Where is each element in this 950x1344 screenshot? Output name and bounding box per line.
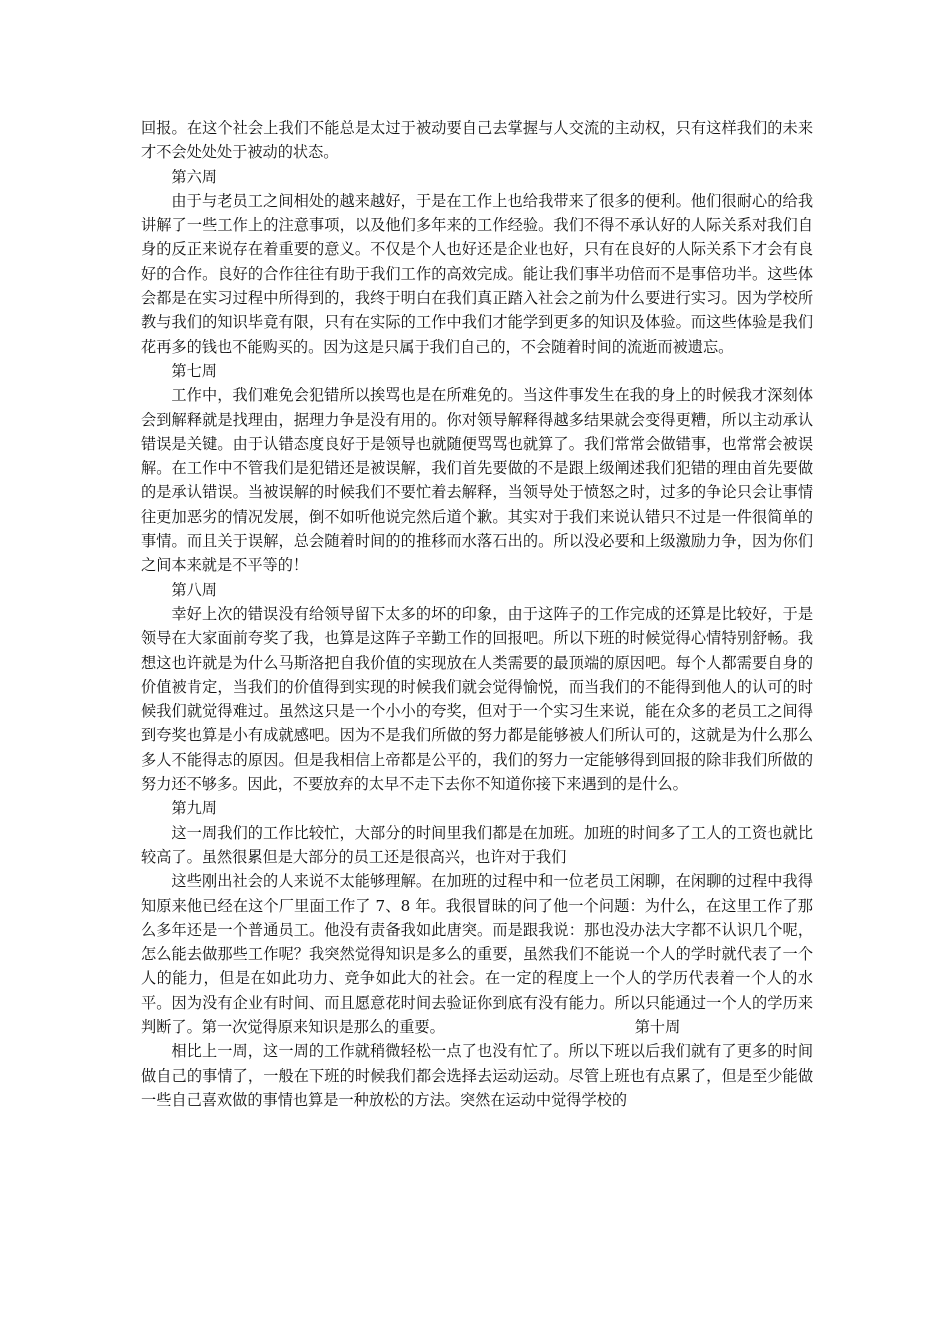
week7-paragraph: 工作中，我们难免会犯错所以挨骂也是在所难免的。当这件事发生在我的身上的时候我才深刻体会到解释就是找理由，据理力争是没有用的。你对领导解释得越多结果就会变得更糟，所以主动承认错误是关键。由于认错态度良好于是领导也就随便骂骂也就算了。我们常常会做错事，也常常会被误解。在工作中不管我们是犯错还是被误解，我们首先要做的不是跟上级阐述我们犯错的理由首先要做的是承认错误。当被误解的时候我们不要忙着去解释，当领导处于愤怒之时，过多的争论只会让事情往更加恶劣的情况发展，倒不如听他说完然后道个歉。其实对于我们来说认错只不过是一件很简单的事情。而且关于误解，总会随着时间的的推移而水落石出的。所以没必要和上级激励力争，因为你们之间本来就是不平等的！	[141, 386, 813, 575]
week8-heading: 第八周	[171, 580, 217, 599]
week8-paragraph: 幸好上次的错误没有给领导留下太多的坏的印象，由于这阵子的工作完成的还算是比较好，于是领导在大家面前夸奖了我，也算是这阵子辛勤工作的回报吧。所以下班的时候觉得心情特别舒畅。我想这也许就是为什么马斯洛把自我价值的实现放在人类需要的最顶端的原因吧。每个人都需要自身的价值被肯定，当我们的价值得到实现的时候我们就会觉得愉悦，而当我们的不能得到他人的认可的时候我们就觉得难过。虽然这只是一个小小的夸奖，但对于一个实习生来说，能在众多的老员工之间得到夸奖也算是小有成就感吧。因为不是我们所做的努力都是能够被人们所认可的，这就是为什么那么多人不能得志的原因。但是我相信上帝都是公平的，我们的努力一定能够得到回报的除非我们所做的努力还不够多。因此，不要放弃的太早不走下去你不知道你接下来遇到的是什么。	[141, 604, 813, 794]
week6-paragraph: 由于与老员工之间相处的越来越好，于是在工作上也给我带来了很多的便利。他们很耐心的给我讲解了一些工作上的注意事项，以及他们多年来的工作经验。我们不得不承认好的人际关系对我们自身的反正来说存在着重要的意义。不仅是个人也好还是企业也好，只有在良好的人际关系下才会有良好的合作。良好的合作往往有助于我们工作的高效完成。能让我们事半功倍而不是事倍功半。这些体会都是在实习过程中所得到的，我终于明白在我们真正踏入社会之前为什么要进行实习。因为学校所教与我们的知识毕竟有限，只有在实际的工作中我们才能学到更多的知识及体验。而这些体验是我们花再多的钱也不能购买的。因为这是只属于我们自己的，不会随着时间的流逝而被遗忘。	[141, 191, 813, 356]
week7-heading: 第七周	[171, 361, 217, 380]
week9-paragraph-a: 这一周我们的工作比较忙，大部分的时间里我们都是在加班。加班的时间多了工人的工资也就比较高了。虽然很累但是大部分的员工还是很高兴，也许对于我们	[141, 823, 813, 866]
week6-heading: 第六周	[171, 167, 217, 186]
week9-paragraph-b-text: 这些刚出社会的人来说不太能够理解。在加班的过程中和一位老员工闲聊，在闲聊的过程中我得知原来他已经在这个厂里面工作了 7、8 年。我很冒昧的问了他一个问题：为什么，在这里工作了那么多年还是一个普通员工。他没有责备我如此唐突。而是跟我说：那也没办法大字都不认识几个呢，怎么能去做那些工作呢？我突然觉得知识是多么的重要，虽然我们不能说一个人的学时就代表了一个人的能力，但是在如此功力、竞争如此大的社会。在一定的程度上一个人的学历代表着一个人的水平。因为没有企业有时间、而且愿意花时间去验证你到底有没有能力。所以只能通过一个人的学历来判断了。第一次觉得原来知识是那么的重要。	[141, 872, 813, 1036]
document-page	[141, 116, 813, 1112]
week10-paragraph: 相比上一周，这一周的工作就稍微轻松一点了也没有忙了。所以下班以后我们就有了更多的时间做自己的事情了，一般在下班的时候我们都会选择去运动运动。尽管上班也有点累了，但是至少能做一些自己喜欢做的事情也算是一种放松的方法。突然在运动中觉得学校的	[141, 1042, 813, 1109]
week9-heading: 第九周	[171, 799, 217, 818]
intro-paragraph: 回报。在这个社会上我们不能总是太过于被动要自己去掌握与人交流的主动权，只有这样我们的未来才不会处处处于被动的状态。	[141, 119, 813, 162]
week9-paragraph-b	[141, 869, 813, 1039]
week10-heading: 第十周	[634, 1017, 681, 1036]
